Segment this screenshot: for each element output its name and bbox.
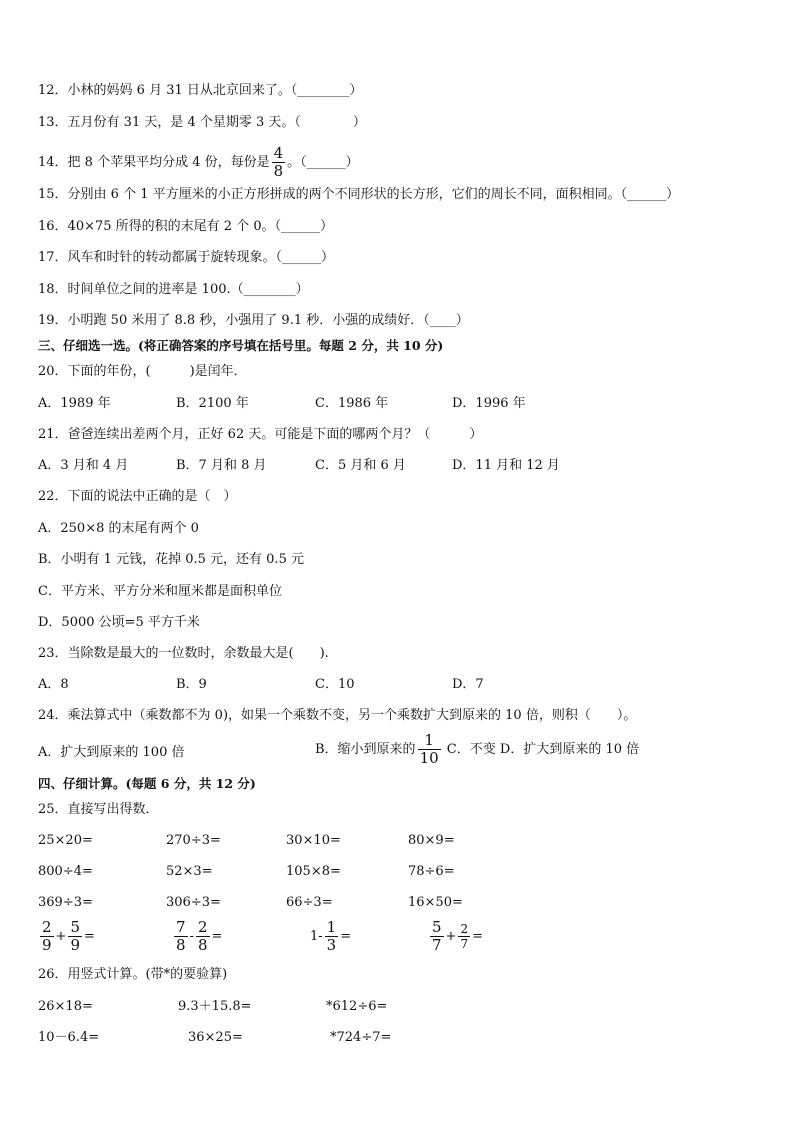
- question-12: 12．小林的妈妈 6 月 31 日从北京回来了。（________）: [38, 83, 363, 98]
- calc-item: *612÷6=: [326, 999, 388, 1014]
- calc-item: 369÷3=: [38, 895, 93, 910]
- fraction-4-8: $\frac{4}{8}$: [273, 144, 284, 180]
- q24-option-bcd: [315, 733, 639, 766]
- calc-fraction-item: $\frac{2}{9}$ + $\frac{5}{9}$ =: [42, 918, 95, 954]
- section-4-heading: 四、仔细计算。(每题 6 分，共 12 分): [38, 776, 256, 791]
- fraction-1-10: $\frac{1}{10}$: [419, 731, 439, 767]
- question-26: 26．用竖式计算。(带*的要验算): [38, 967, 228, 982]
- q22-option-c: C．平方米、平方分米和厘米都是面积单位: [38, 584, 282, 599]
- q20-option-a: A．1989 年: [38, 396, 111, 411]
- q22-option-b: B．小明有 1 元钱，花掉 0.5 元，还有 0.5 元: [38, 552, 304, 567]
- question-25: 25．直接写出得数．: [38, 802, 159, 817]
- calc-item: 78÷6=: [408, 864, 455, 879]
- question-24: 24．乘法算式中（乘数都不为 0)，如果一个乘数不变，另一个乘数扩大到原来的 10 倍，则积（ ）。: [38, 708, 637, 723]
- calc-item: 36×25=: [188, 1030, 243, 1045]
- calc-item: 16×50=: [408, 895, 463, 910]
- calc-item: 10－6.4=: [38, 1030, 100, 1045]
- q24-option-d: D．扩大到原来的 10 倍: [499, 742, 640, 757]
- calc-fraction-item: 1- $\frac{1}{3}$ =: [310, 918, 352, 954]
- question-23: 23．当除数是最大的一位数时，余数最大是( ).: [38, 646, 329, 661]
- q23-option-c: C．10: [315, 677, 355, 692]
- calc-item: 306÷3=: [166, 895, 221, 910]
- q21-option-c: C．5 月和 6 月: [315, 458, 406, 473]
- question-18: 18．时间单位之间的进率是 100.（________）: [38, 282, 309, 297]
- calc-item: 66÷3=: [286, 895, 333, 910]
- question-13: 13．五月份有 31 天，是 4 个星期零 3 天。（ ）: [38, 115, 366, 130]
- calc-item: *724÷7=: [330, 1030, 392, 1045]
- calc-item: 26×18=: [38, 999, 93, 1014]
- q23-option-d: D．7: [452, 677, 484, 692]
- q21-option-b: B．7 月和 8 月: [176, 458, 267, 473]
- question-20: 20．下面的年份，( )是闰年．: [38, 364, 247, 379]
- q22-option-d: D．5000 公顷=5 平方千米: [38, 615, 200, 630]
- q20-option-b: B．2100 年: [176, 396, 249, 411]
- calc-item: 52×3=: [166, 864, 213, 879]
- question-15: 15．分别由 6 个 1 平方厘米的小正方形拼成的两个不同形状的长方形，它们的周长不同，面积相同。（______）: [38, 187, 680, 202]
- q20-option-d: D．1996 年: [452, 396, 526, 411]
- question-16: 16．40×75 所得的积的末尾有 2 个 0。（______）: [38, 219, 334, 234]
- calc-fraction-item: $\frac{7}{8}$ - $\frac{2}{8}$ =: [176, 918, 223, 954]
- q22-option-a: A．250×8 的末尾有两个 0: [38, 521, 199, 536]
- q23-option-a: A．8: [38, 677, 69, 692]
- question-21: 21．爸爸连续出差两个月，正好 62 天。可能是下面的哪两个月？（ ）: [38, 427, 483, 442]
- q23-option-b: B．9: [176, 677, 207, 692]
- q24-option-c: C．不变: [446, 742, 496, 757]
- section-3-heading: 三、仔细选一选。(将正确答案的序号填在括号里。每题 2 分，共 10 分): [38, 338, 444, 353]
- question-19: 19．小明跑 50 米用了 8.8 秒，小强用了 9.1 秒．小强的成绩好．（____）: [38, 313, 469, 328]
- calc-item: 25×20=: [38, 833, 93, 848]
- q21-option-a: A．3 月和 4 月: [38, 458, 129, 473]
- q21-option-d: D．11 月和 12 月: [452, 458, 560, 473]
- calc-item: 800÷4=: [38, 864, 93, 879]
- q24-option-a: A．扩大到原来的 100 倍: [38, 745, 185, 760]
- question-14: 14．把 8 个苹果平均分成 4 份，每份是 $\frac{4}{8}$ 。（______）: [38, 144, 359, 180]
- calc-item: 30×10=: [286, 833, 341, 848]
- calc-item: 105×8=: [286, 864, 341, 879]
- calc-item: 80×9=: [408, 833, 455, 848]
- question-22: 22．下面的说法中正确的是（ ）: [38, 489, 237, 504]
- question-17: 17．风车和时针的转动都属于旋转现象。（______）: [38, 250, 335, 265]
- q24-option-b: B．缩小到原来的: [315, 742, 416, 757]
- q20-option-c: C．1986 年: [315, 396, 389, 411]
- question-14-text: 14．把 8 个苹果平均分成 4 份，每份是: [38, 155, 270, 170]
- calc-fraction-item: $\frac{5}{7}$ + $\frac{2}{7}$ =: [432, 918, 483, 954]
- calc-item: 9.3＋15.8=: [178, 999, 252, 1014]
- calc-item: 270÷3=: [166, 833, 221, 848]
